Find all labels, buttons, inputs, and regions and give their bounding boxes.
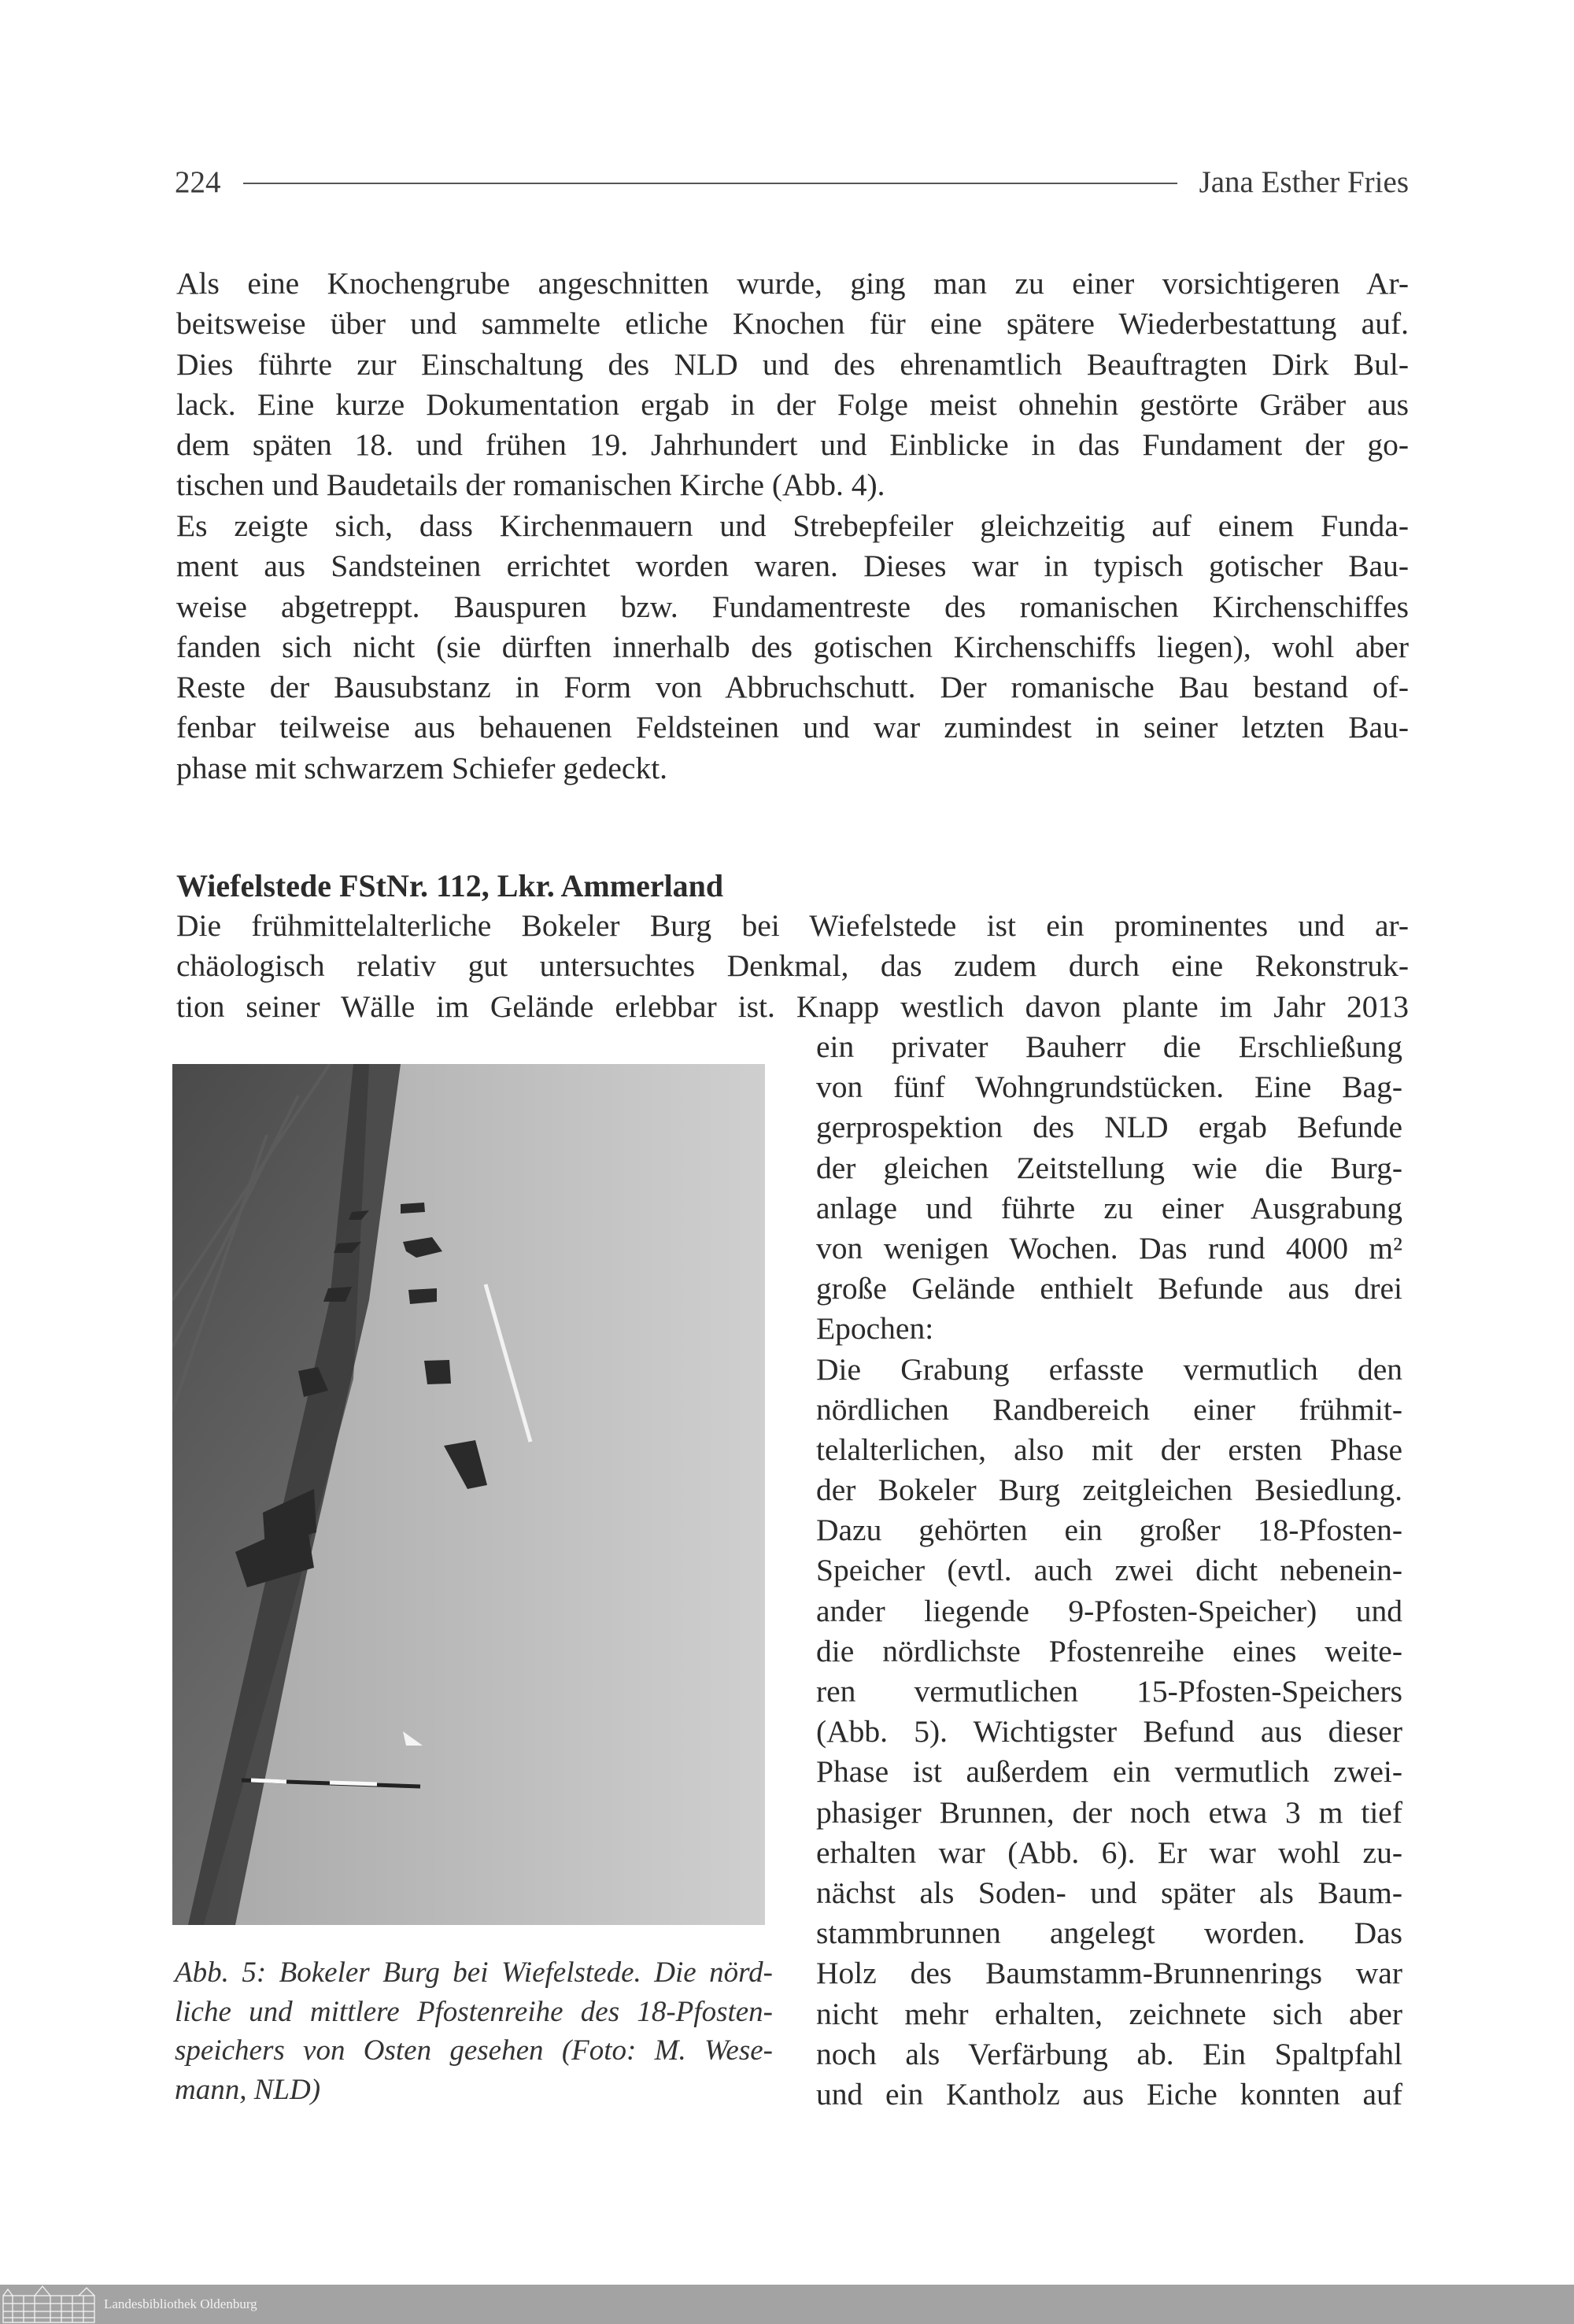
text-line: Speicher (evtl. auch zwei dicht nebenein- bbox=[816, 1553, 1402, 1588]
paragraph-bokeler-burg-intro bbox=[176, 906, 1409, 1027]
page-number: 224 bbox=[175, 164, 221, 199]
text-line: von wenigen Wochen. Das rund 4000 m² bbox=[816, 1230, 1402, 1265]
text-line: nördlichen Randbereich einer frühmit- bbox=[816, 1391, 1402, 1427]
text-line: Phase ist außerdem ein vermutlich zwei- bbox=[816, 1754, 1402, 1790]
text-line: nächst als Soden- und später als Baum- bbox=[816, 1875, 1402, 1910]
text-line: Dies führte zur Einschaltung des NLD und des ehrenamtlich Beauftragten Dirk Bul- bbox=[176, 346, 1409, 382]
text-line: noch als Verfärbung ab. Ein Spaltpfahl bbox=[816, 2036, 1402, 2071]
caption-line: Abb. 5: Bokeler Burg bei Wiefelstede. Die nörd- bbox=[175, 1956, 773, 1989]
text-line: dem späten 18. und frühen 19. Jahrhundert und Einblicke in das Fundament der go- bbox=[176, 427, 1409, 463]
library-footer-bar bbox=[0, 2285, 1574, 2324]
text-line: Es zeigte sich, dass Kirchenmauern und Strebepfeiler gleichzeitig auf einem Funda- bbox=[176, 508, 1409, 543]
text-line: der Bokeler Burg zeitgleichen Besiedlung. bbox=[816, 1472, 1402, 1508]
text-line: fanden sich nicht (sie dürften innerhalb des gotischen Kirchenschiffs liegen), wohl aber bbox=[176, 629, 1409, 664]
text-line: phase mit schwarzem Schiefer gedeckt. bbox=[176, 750, 668, 785]
text-line: die nördlichste Pfostenreihe eines weite- bbox=[816, 1633, 1402, 1668]
text-line: anlage und führte zu einer Ausgrabung bbox=[816, 1190, 1402, 1225]
section-heading: Wiefelstede FStNr. 112, Lkr. Ammerland bbox=[176, 868, 724, 903]
library-building-icon bbox=[0, 2285, 98, 2324]
text-line: ren vermutlichen 15-Pfosten-Speichers bbox=[816, 1674, 1402, 1709]
text-line: Dazu gehörten ein großer 18-Pfosten- bbox=[816, 1513, 1402, 1548]
text-line: stammbrunnen angelegt worden. Das bbox=[816, 1916, 1402, 1951]
text-line: telalterlichen, also mit der ersten Phase bbox=[816, 1432, 1402, 1467]
text-line: fenbar teilweise aus behauenen Feldsteinen und war zumindest in seiner letzten Bau- bbox=[176, 710, 1409, 745]
text-line: von fünf Wohngrundstücken. Eine Bag- bbox=[816, 1070, 1402, 1105]
text-line: Holz des Baumstamm-Brunnenrings war bbox=[816, 1956, 1402, 1991]
author-name: Jana Esther Fries bbox=[1199, 164, 1409, 199]
text-line: der gleichen Zeitstellung wie die Burg- bbox=[816, 1150, 1402, 1185]
text-line: weise abgetreppt. Bauspuren bzw. Fundamentreste des romanischen Kirchenschiffes bbox=[176, 589, 1409, 624]
paragraph-kirchenmauern bbox=[176, 506, 1409, 789]
text-line: Als eine Knochengrube angeschnitten wurde, ging man zu einer vorsichtigeren Ar- bbox=[176, 266, 1409, 301]
text-line: gerprospektion des NLD ergab Befunde bbox=[816, 1110, 1402, 1145]
text-line: Die Grabung erfasste vermutlich den bbox=[816, 1351, 1402, 1387]
text-line: tion seiner Wälle im Gelände erlebbar ist. Knapp westlich davon plante im Jahr 2013 bbox=[176, 988, 1409, 1024]
text-line: ein privater Bauherr die Erschließung bbox=[816, 1029, 1402, 1064]
library-name: Landesbibliothek Oldenburg bbox=[104, 2296, 257, 2311]
text-line: Die frühmittelalterliche Bokeler Burg bei Wiefelstede ist ein prominentes und ar- bbox=[176, 908, 1409, 943]
caption-line: liche und mittlere Pfostenreihe des 18-Pfosten- bbox=[175, 1995, 773, 2028]
text-line: ander liegende 9-Pfosten-Speicher) und bbox=[816, 1593, 1402, 1628]
text-line: nicht mehr erhalten, zeichnete sich aber bbox=[816, 1996, 1402, 2031]
text-line: beitsweise über und sammelte etliche Knochen für eine spätere Wiederbestattung auf. bbox=[176, 306, 1409, 342]
running-head bbox=[175, 162, 1409, 201]
figure-caption bbox=[175, 1953, 773, 2109]
excavation-photo bbox=[172, 1064, 765, 1925]
text-line: phasiger Brunnen, der noch etwa 3 m tief bbox=[816, 1794, 1402, 1830]
text-line: Reste der Bausubstanz in Form von Abbruchschutt. Der romanische Bau bestand of- bbox=[176, 670, 1409, 705]
caption-line: speichers von Osten gesehen (Foto: M. Wese- bbox=[175, 2034, 773, 2067]
text-line: Epochen: bbox=[816, 1311, 934, 1347]
text-line: große Gelände enthielt Befunde aus drei bbox=[816, 1271, 1402, 1306]
text-line: erhalten war (Abb. 6). Er war wohl zu- bbox=[816, 1834, 1402, 1870]
header-rule bbox=[243, 183, 1177, 184]
text-line: (Abb. 5). Wichtigster Befund aus dieser bbox=[816, 1714, 1402, 1749]
paragraph-knochengrube bbox=[176, 264, 1409, 506]
text-line: lack. Eine kurze Dokumentation ergab in der Folge meist ohnehin gestörte Gräber aus bbox=[176, 386, 1409, 422]
text-line: ment aus Sandsteinen errichtet worden waren. Dieses war in typisch gotischer Bau- bbox=[176, 549, 1409, 584]
text-line: chäologisch relativ gut untersuchtes Denkmal, das zudem durch eine Rekonstruk- bbox=[176, 948, 1409, 984]
figure-photo-postholes bbox=[172, 1064, 765, 1925]
text-line: tischen und Baudetails der romanischen Kirche (Abb. 4). bbox=[176, 467, 885, 503]
right-column-text bbox=[816, 1027, 1402, 2115]
caption-line: mann, NLD) bbox=[175, 2073, 321, 2106]
text-line: und ein Kantholz aus Eiche konnten auf bbox=[816, 2076, 1402, 2112]
